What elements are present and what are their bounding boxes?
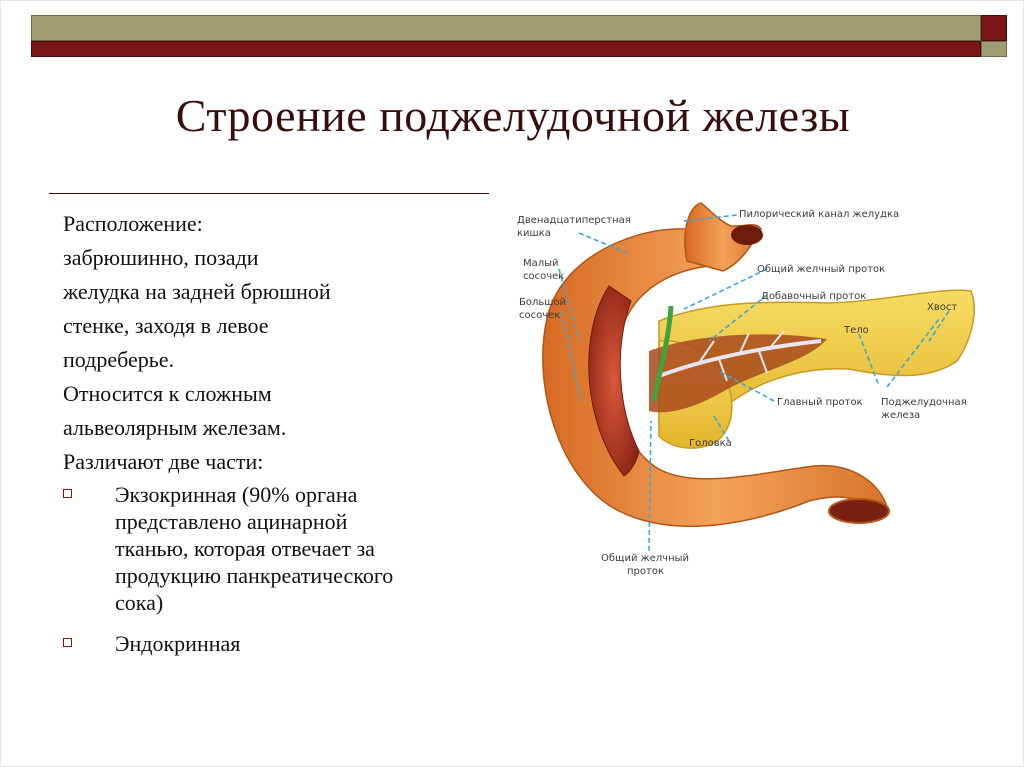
text-line: стенке, заходя в левое xyxy=(63,313,269,338)
bullet-line: Эндокринная xyxy=(115,631,241,656)
bullet-item-endocrine xyxy=(63,630,503,657)
header-square-olive xyxy=(981,41,1007,57)
square-bullet-icon xyxy=(63,489,72,498)
text-line: желудка на задней брюшной xyxy=(63,279,331,304)
square-bullet-icon xyxy=(63,638,72,647)
bullet-line: сока) xyxy=(115,590,164,615)
pancreas-anatomy-figure xyxy=(509,191,979,591)
label-accessory-duct: Добавочный проток xyxy=(761,291,867,302)
text-line: Различают две части: xyxy=(63,449,264,474)
header-bar-maroon xyxy=(31,41,981,57)
body-text xyxy=(63,207,493,479)
label-pancreas: железа xyxy=(881,410,921,421)
label-pyloric-canal: Пилорический канал желудка xyxy=(739,209,900,220)
duodenum-opening xyxy=(829,499,889,523)
bullet-list xyxy=(63,481,503,657)
bullet-line: представлено ацинарной xyxy=(115,509,348,534)
label-tail: Хвост xyxy=(927,302,958,313)
label-common-bile-duct-top: Общий желчный проток xyxy=(757,264,886,275)
label-pancreas: Поджелудочная xyxy=(881,397,967,408)
text-line: Расположение: xyxy=(63,211,203,236)
slide-title: Строение поджелудочной железы xyxy=(175,90,851,141)
label-major-papilla: Большой xyxy=(519,297,567,308)
title-underline xyxy=(49,193,489,194)
label-common-bile-duct-bottom: проток xyxy=(627,566,664,577)
label-duodenum: кишка xyxy=(517,228,551,239)
label-body: Тело xyxy=(844,325,869,336)
label-minor-papilla: сосочек xyxy=(523,271,565,282)
label-main-duct: Главный проток xyxy=(777,397,863,408)
text-line: подреберье. xyxy=(63,347,175,372)
text-line: альвеолярным железам. xyxy=(63,415,287,440)
label-duodenum: Двенадцатиперстная xyxy=(517,215,631,226)
header-square-maroon xyxy=(981,15,1007,41)
text-line: Относится к сложным xyxy=(63,381,272,406)
text-line: забрюшинно, позади xyxy=(63,245,259,270)
bullet-line: тканью, которая отвечает за xyxy=(115,536,375,561)
label-minor-papilla: Малый xyxy=(523,258,559,269)
bullet-line: продукцию панкреатического xyxy=(115,563,394,588)
label-head: Головка xyxy=(689,438,732,449)
label-major-papilla: сосочек xyxy=(519,310,561,321)
bullet-line: Экзокринная (90% органа xyxy=(115,482,358,507)
label-common-bile-duct-bottom: Общий желчный xyxy=(601,553,690,564)
header-bar-olive xyxy=(31,15,981,41)
bullet-item-exocrine xyxy=(63,481,503,616)
